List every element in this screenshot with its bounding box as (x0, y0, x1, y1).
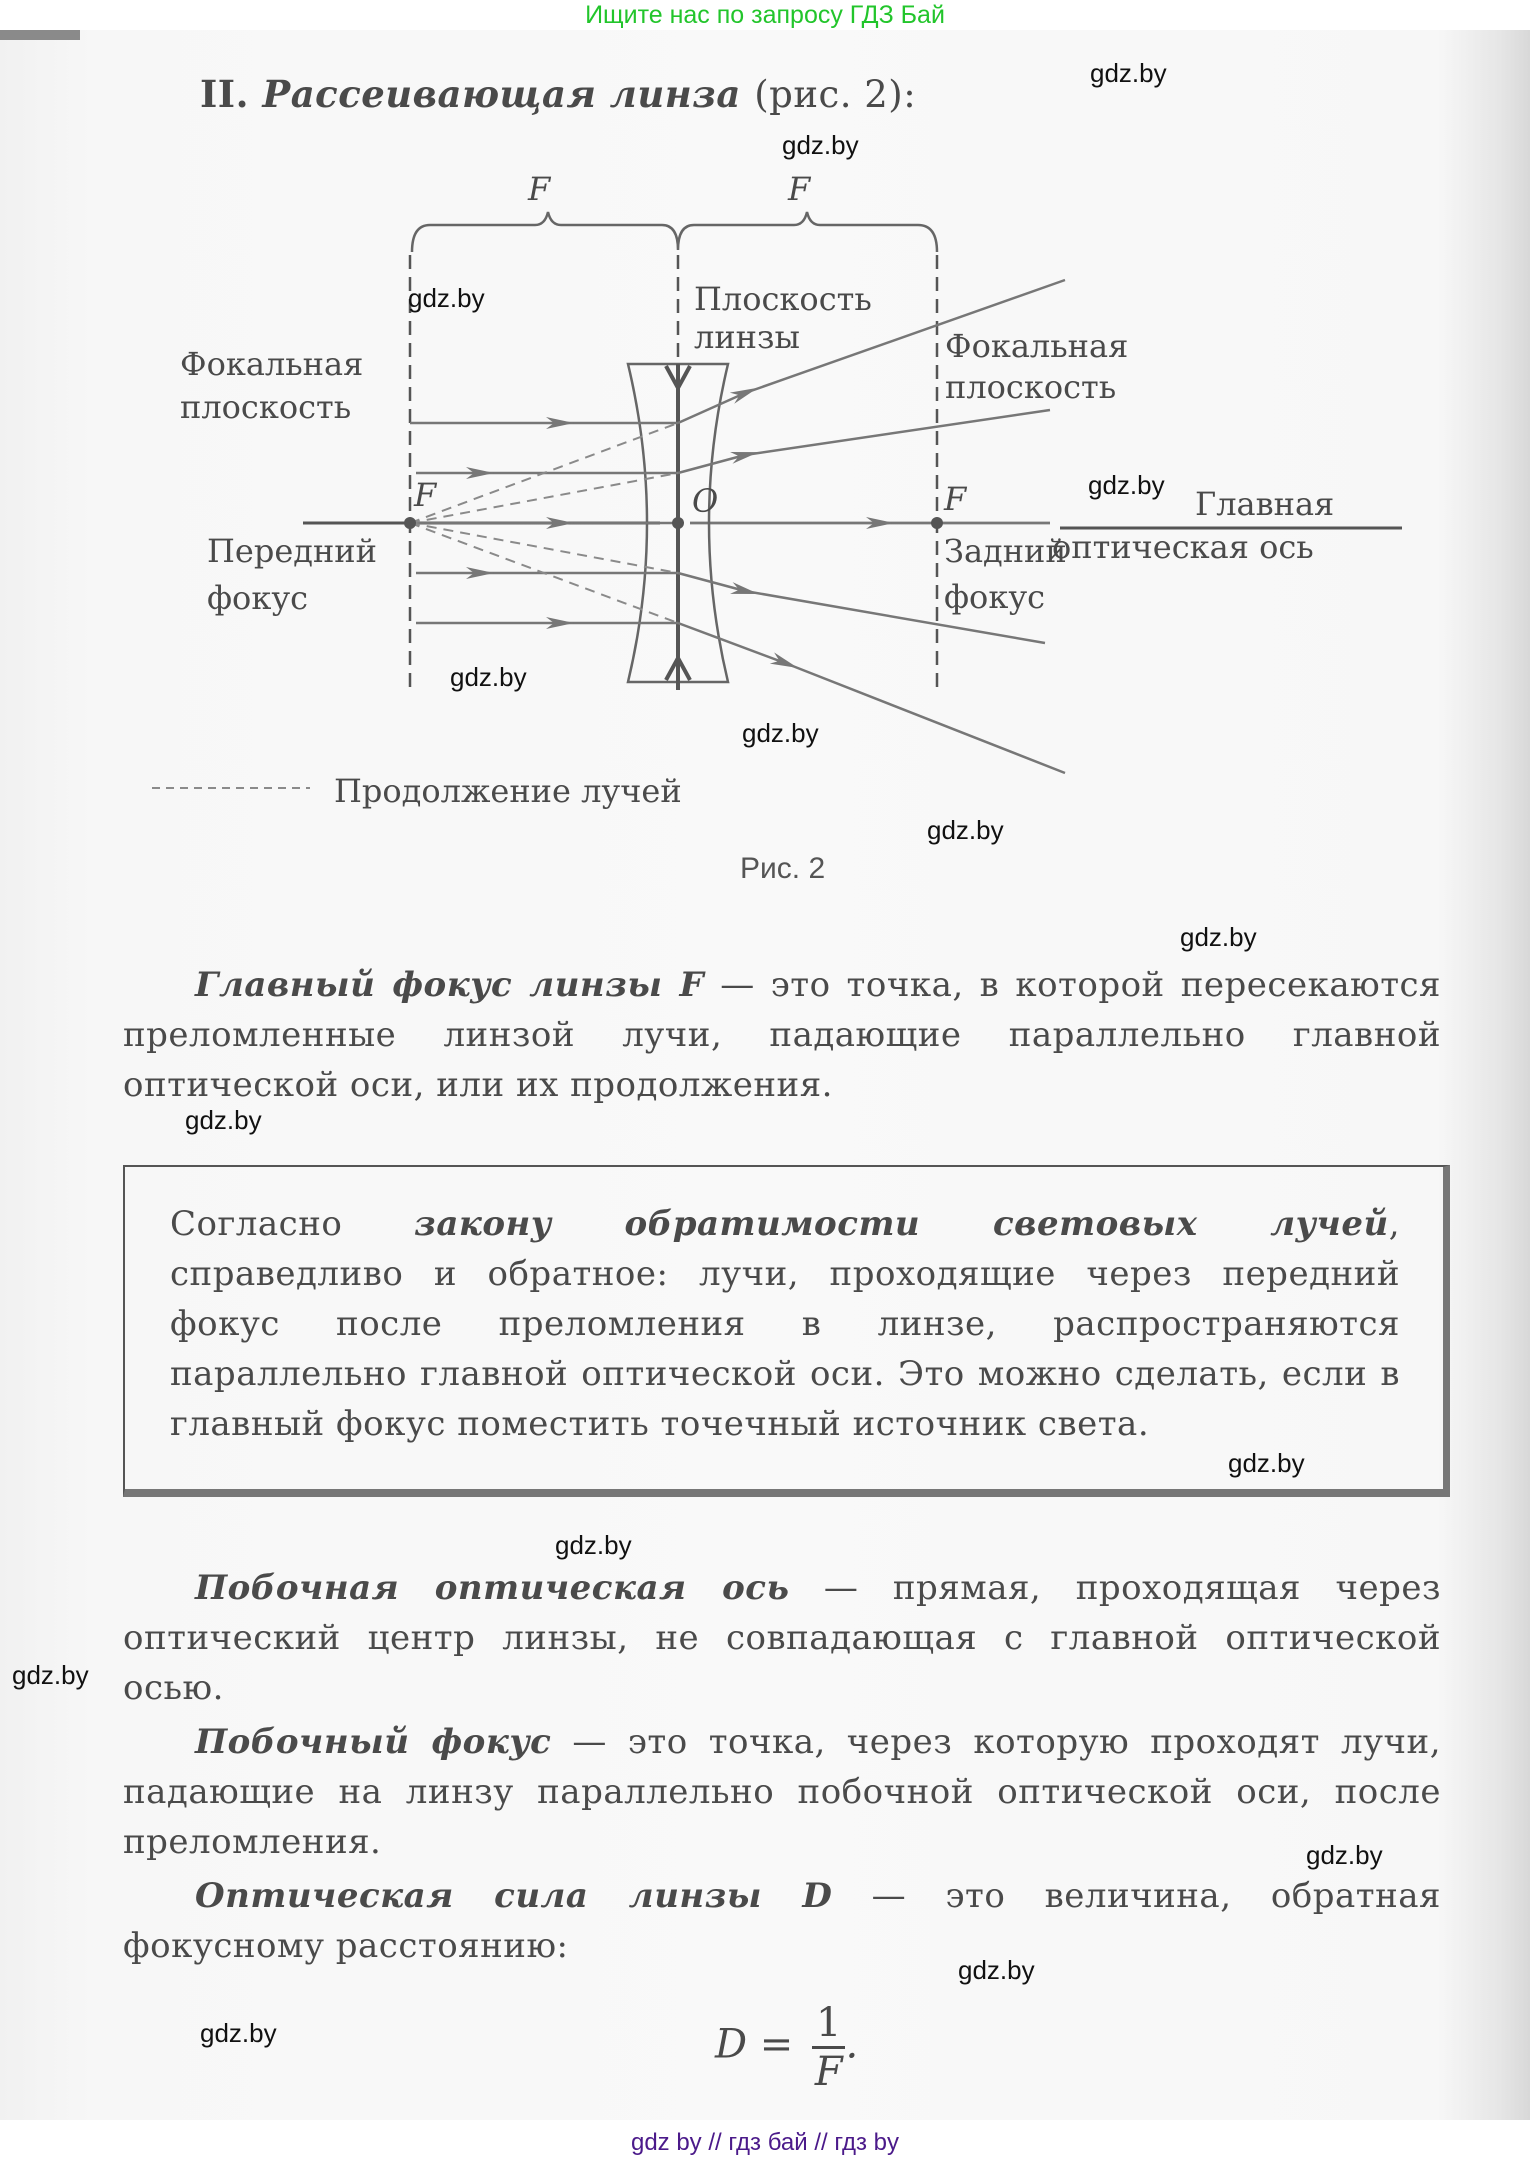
incoming-rays (410, 423, 678, 623)
watermark: gdz.by (200, 2018, 277, 2048)
term-optical-power: Оптическая сила линзы D (195, 1876, 833, 1916)
back-focus-point-label: F (944, 480, 967, 518)
footer-site-links[interactable]: gdz by // гдз бай // гдз by (630, 2129, 900, 2156)
paragraph-secondary-focus (123, 1717, 1441, 1867)
ray-diagram-svg (0, 0, 1530, 900)
watermark: gdz.by (408, 283, 485, 313)
optical-power-formula (715, 2000, 858, 2095)
front-focus-label-2: фокус (207, 579, 309, 617)
watermark: gdz.by (450, 662, 527, 692)
watermark: gdz.by (185, 1105, 262, 1135)
front-focus-dot (404, 517, 416, 529)
brace-right-label: F (788, 170, 811, 208)
definition-main-focus: — это точка, в которой пересекаются преломленные линзой лучи, падающие параллельно главной оптической оси, или их продолжения. (123, 965, 1441, 1105)
lens-plane-label-2: линзы (694, 318, 800, 356)
formula-lhs: D = (715, 2021, 794, 2068)
optical-center-label: O (692, 482, 719, 520)
formula-numerator: 1 (812, 2000, 845, 2049)
watermark: gdz.by (12, 1660, 89, 1690)
watermark: gdz.by (1088, 470, 1165, 500)
definition-optical-power: — это величина, обратная фокусному расстоянию: (123, 1876, 1441, 1966)
right-focal-plane-label-1: Фокальная (945, 327, 1129, 365)
front-focus-label-1: Передний (207, 532, 377, 570)
figure-caption: Рис. 2 (740, 852, 826, 885)
paragraph-secondary-axis (123, 1563, 1441, 1713)
main-axis-label-2: оптическая ось (1052, 528, 1314, 566)
term-reversibility: закону обратимости световых лучей (414, 1204, 1389, 1244)
definition-secondary-focus: — это точка, через которую проходят лучи, падающие на линзу параллельно побочной оптической оси, после преломления. (123, 1722, 1441, 1862)
front-focus-point-label: F (414, 476, 437, 514)
formula-denominator: F (814, 2049, 843, 2095)
lens-plane-label-1: Плоскость (694, 280, 872, 318)
back-focus-label-1: Задний (944, 532, 1067, 570)
watermark: gdz.by (927, 815, 1004, 845)
search-banner-link[interactable]: Ищите нас по запросу ГДЗ Бай (585, 1, 945, 29)
focal-distance-braces (412, 212, 937, 252)
watermark: gdz.by (742, 718, 819, 748)
brace-left-label: F (528, 170, 551, 208)
optical-center-dot (672, 517, 684, 529)
right-focal-plane-label-2: плоскость (945, 368, 1117, 406)
rule-lead: Согласно (170, 1204, 415, 1244)
watermark: gdz.by (1306, 1840, 1383, 1870)
term-secondary-focus: Побочный фокус (195, 1722, 552, 1762)
watermark: gdz.by (555, 1530, 632, 1560)
main-axis-label-1: Главная (1195, 485, 1335, 523)
formula-fraction (812, 2000, 845, 2095)
paragraph-main-focus (123, 960, 1441, 1110)
paragraph-optical-power (123, 1871, 1441, 1971)
section-number: II. (200, 72, 249, 116)
formula-tail: . (845, 2021, 859, 2068)
watermark: gdz.by (1228, 1448, 1305, 1478)
diverging-lens-diagram (0, 0, 1530, 900)
back-focus-label-2: фокус (944, 578, 1046, 616)
definition-secondary-axis: — прямая, проходящая через оптический центр линзы, не совпадающая с главной оптической осью. (123, 1568, 1441, 1708)
left-focal-plane-label-2: плоскость (180, 388, 352, 426)
watermark: gdz.by (782, 130, 859, 160)
watermark: gdz.by (958, 1955, 1035, 1985)
section-figure-ref: (рис. 2): (754, 73, 917, 116)
back-focus-dot (931, 517, 943, 529)
legend-ray-extension-label: Продолжение лучей (334, 772, 682, 810)
left-focal-plane-label-1: Фокальная (180, 345, 364, 383)
watermark: gdz.by (1180, 922, 1257, 952)
term-secondary-axis: Побочная оптическая ось (195, 1568, 790, 1608)
watermark: gdz.by (1090, 58, 1167, 88)
rule-text: , справедливо и обратное: лучи, проходящие через передний фокус после преломления в линзе, распространяются параллельно главной оптической оси. Это можно сделать, если в главный фокус поместить точечный источник света. (170, 1204, 1400, 1444)
term-main-focus: Главный фокус линзы F (195, 965, 705, 1005)
section-title: Рассеивающая линза (262, 72, 741, 116)
paragraph-reversibility (170, 1199, 1400, 1449)
